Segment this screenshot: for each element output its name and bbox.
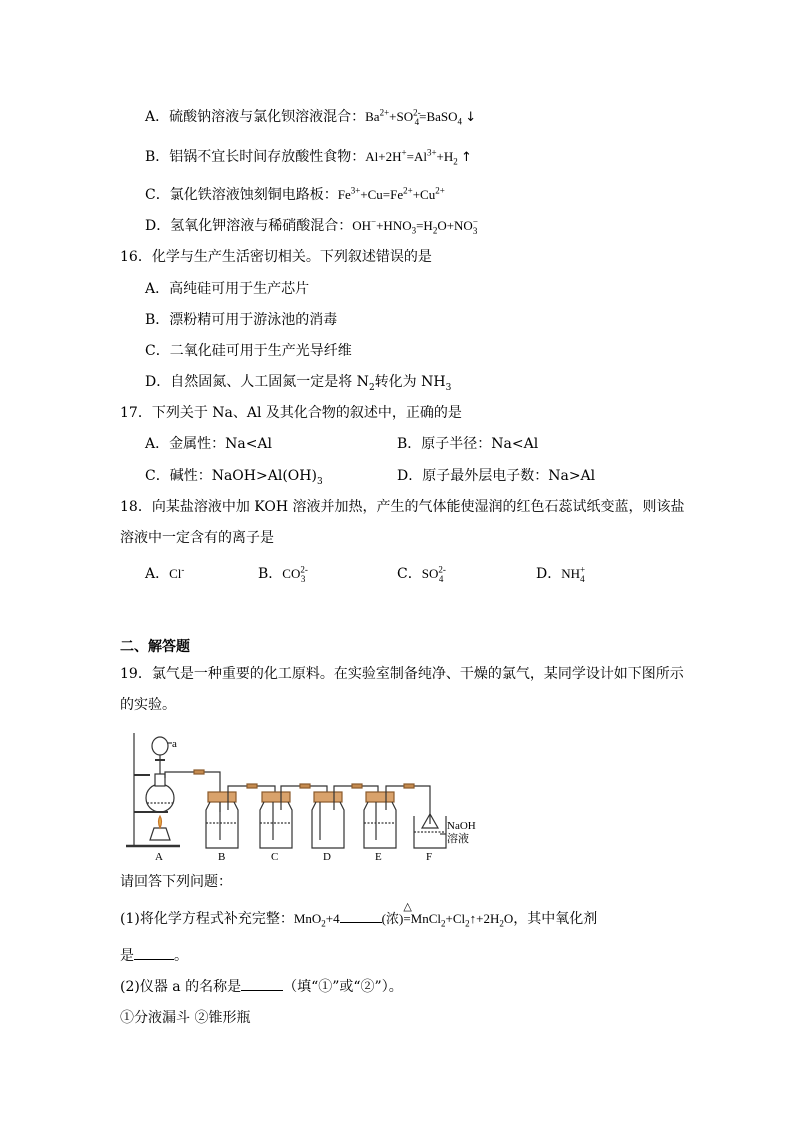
q18-option-c: C．$SO^{2-}_4$ [397,564,446,584]
q15-option-c [145,185,445,205]
formula: $Al+2H^+=Al^{3+}+H_2$ ↑ [365,147,472,167]
q16-option-c: C．二氧化硅可用于生产光导纤维 [145,343,352,359]
q18-stem-line2: 溶液中一定含有的离子是 [120,530,274,546]
q19-stem-line1: 19．氯气是一种重要的化工原料。在实验室制备纯净、干燥的氯气，某同学设计如下图所示 [120,666,684,682]
q17-option-d: D．原子最外层电子数：Na>Al [397,468,596,484]
option-text: A．硫酸钠溶液与氯化钡溶液混合： [145,109,366,125]
letter-a: A [155,851,163,863]
bottle-b [206,792,238,848]
label-solution: 溶液 [447,833,469,845]
q18-option-d: D．$NH^+_4$ [536,564,586,584]
letter-f: F [426,851,433,863]
q15-option-d [145,216,477,236]
q17-option-c: C．碱性：$NaOH>Al(OH)_3$ [145,468,323,487]
q15-option-b [145,147,472,168]
apparatus-figure [120,728,490,868]
formula: $Fe^{3+}+Cu=Fe^{2+}+Cu^{2+}$ [337,185,445,202]
bottle-c [260,792,292,848]
formula: $OH^-+HNO_3=H_2O+NO^-_3$ [352,216,478,236]
answer-blank-3[interactable] [241,976,283,991]
separatory-funnel [152,737,168,755]
q16-stem: 16．化学与生产生活密切相关。下列叙述错误的是 [120,249,432,265]
answer-blank-1[interactable] [340,908,382,923]
q17-stem: 17．下列关于 Na、Al 及其化合物的叙述中，正确的是 [120,405,462,421]
q19-prompt: 请回答下列问题： [120,874,232,890]
label-naoh: NaOH [447,820,476,832]
formula: $Ba^{2+}+SO^{2-}_4=BaSO_4$ ↓ [365,107,477,127]
answer-blank-2[interactable] [134,945,174,960]
q15-option-a [145,107,476,128]
q16-option-d: D．自然固氮、人工固氮一定是将 $N_2$转化为 $NH_3$ [145,374,452,393]
bottle-e [364,792,396,848]
letter-d: D [323,851,331,863]
letter-c: C [271,851,279,863]
option-text: D．氢氧化钾溶液与稀硝酸混合： [145,218,353,234]
q16-option-b: B．漂粉精可用于游泳池的消毒 [145,312,338,328]
q16-option-a: A．高纯硅可用于生产芯片 [145,281,310,297]
q19-stem-line2: 的实验。 [120,697,176,713]
option-text: C．氯化铁溶液蚀刻铜电路板： [145,187,338,203]
alcohol-lamp [150,828,170,840]
q19-part2-options: ①分液漏斗 ②锥形瓶 [120,1010,251,1026]
option-text: B．铝锅不宜长时间存放酸性食物： [145,149,366,165]
letter-b: B [218,851,226,863]
round-flask [146,784,174,812]
q17-option-b: B．原子半径：Na<Al [397,436,539,452]
letter-e: E [375,851,382,863]
q19-part1-line2: 是 。 [120,945,188,966]
label-a: a [172,738,177,750]
q17-option-a: A．金属性：Na<Al [145,436,273,452]
q19-part2: (2)仪器 a 的名称是 （填“①”或“②”）。 [120,976,403,997]
q18-option-a: A．Cl- [145,564,185,582]
bottle-d [312,792,344,848]
q18-stem-line1: 18．向某盐溶液中加 KOH 溶液并加热，产生的气体能使湿润的红色石蕊试纸变蓝，则该盐 [120,499,685,515]
q18-option-b: B．$CO^{2-}_3$ [258,564,308,584]
section-title: 二、解答题 [120,639,190,655]
q19-part1: (1)将化学方程式补充完整：MnO$_2$+4 (浓) △ $=MnCl_2+Cl_2↑+2H_2O$，其中氧化剂 [120,901,598,929]
